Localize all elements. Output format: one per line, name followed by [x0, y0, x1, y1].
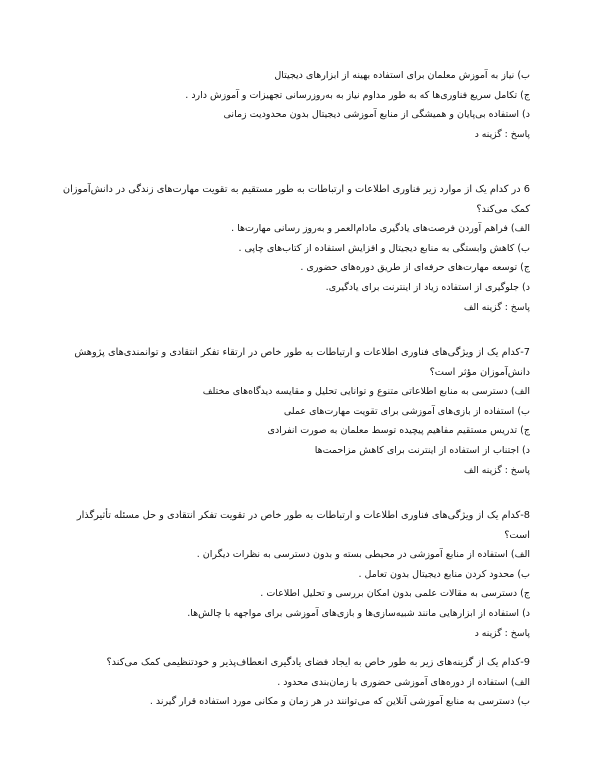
option-a: الف) دسترسی به منابع اطلاعاتی متنوع و توانایی تحلیل و مقایسه دیدگاه‌های مختلف: [202, 386, 530, 398]
question-text: 9-کدام یک از گزینه‌های زیر به طور خاص به ایجاد فضای یادگیری انعطاف‌پذیر و خودتنظیمی کمک می‌کند؟: [106, 657, 530, 668]
option-a: الف) استفاده از دوره‌های آموزشی حضوری با زمان‌بندی محدود .: [277, 676, 530, 688]
option-b: ب) دسترسی به منابع آموزشی آنلاین که می‌توانند در هر زمان و مکانی مورد استفاده قرار گیرند .: [149, 696, 530, 708]
option-d: د) استفاده بی‌پایان و همیشگی از منابع آموزشی دیجیتال بدون محدودیت زمانی: [223, 109, 530, 121]
question-text: 8-کدام یک از ویژگی‌های فناوری اطلاعات و ارتباطات به طور خاص در تقویت تفکر انتقادی و حل مسئله تأثیرگذار است؟: [76, 510, 530, 541]
answer-text: پاسخ : گزینه د: [474, 128, 530, 140]
option-a: الف) فراهم آوردن فرصت‌های یادگیری مادام‌العمر و به‌روز رسانی مهارت‌ها .: [231, 223, 530, 235]
option-d: د) اجتناب از استفاده از اینترنت برای کاهش مزاحمت‌ها: [314, 444, 530, 456]
option-c: ج) تدریس مستقیم مفاهیم پیچیده توسط معلمان به صورت انفرادی: [267, 425, 530, 437]
option-a: الف) استفاده از منابع آموزشی در محیطی بسته و بدون دسترسی به نظرات دیگران .: [196, 549, 530, 561]
question-8: [60, 506, 530, 643]
answer-text: پاسخ : گزینه د: [474, 627, 530, 639]
option-c: ج) توسعه مهارت‌های حرفه‌ای از طریق دوره‌های حضوری .: [300, 262, 530, 274]
option-b: ب) کاهش وابستگی به منابع دیجیتال و افزایش استفاده از کتاب‌های چاپی .: [238, 242, 530, 254]
option-d: د) جلوگیری از استفاده زیاد از اینترنت برای یادگیری.: [325, 281, 530, 293]
question-text: 6 در کدام یک از موارد زیر فناوری اطلاعات و ارتباطات به طور مستقیم به تقویت مهارت‌های زندگی در دانش‌آموزان کمک می‌کند؟: [62, 184, 530, 215]
option-b: ب) محدود کردن منابع دیجیتال بدون تعامل .: [358, 568, 530, 580]
question-9: [60, 653, 530, 712]
question-text: 7-کدام یک از ویژگی‌های فناوری اطلاعات و ارتباطات به طور خاص در ارتقاء تفکر انتقادی و توانمندی‌های پژوهش دانش‌آموزان مؤثر است؟: [74, 347, 530, 378]
option-b: ب) استفاده از بازی‌های آموزشی برای تقویت مهارت‌های عملی: [283, 405, 530, 417]
question-6: [60, 180, 530, 317]
question-5-continuation: [60, 66, 530, 144]
answer-text: پاسخ : گزینه الف: [463, 464, 530, 476]
option-c: ج) تکامل سریع فناوری‌ها که به طور مداوم نیاز به به‌روزرسانی تجهیزات و آموزش دارد .: [185, 89, 530, 101]
option-d: د) استفاده از ابزارهایی مانند شبیه‌سازی‌ها و بازی‌های آموزشی برای مواجهه با چالش‌ها.: [187, 607, 530, 619]
option-c: ج) دسترسی به مقالات علمی بدون امکان بررسی و تحلیل اطلاعات .: [260, 588, 530, 600]
option-b: ب) نیاز به آموزش معلمان برای استفاده بهینه از ابزارهای دیجیتال: [274, 70, 530, 81]
answer-text: پاسخ : گزینه الف: [463, 301, 530, 313]
question-7: [60, 343, 530, 480]
